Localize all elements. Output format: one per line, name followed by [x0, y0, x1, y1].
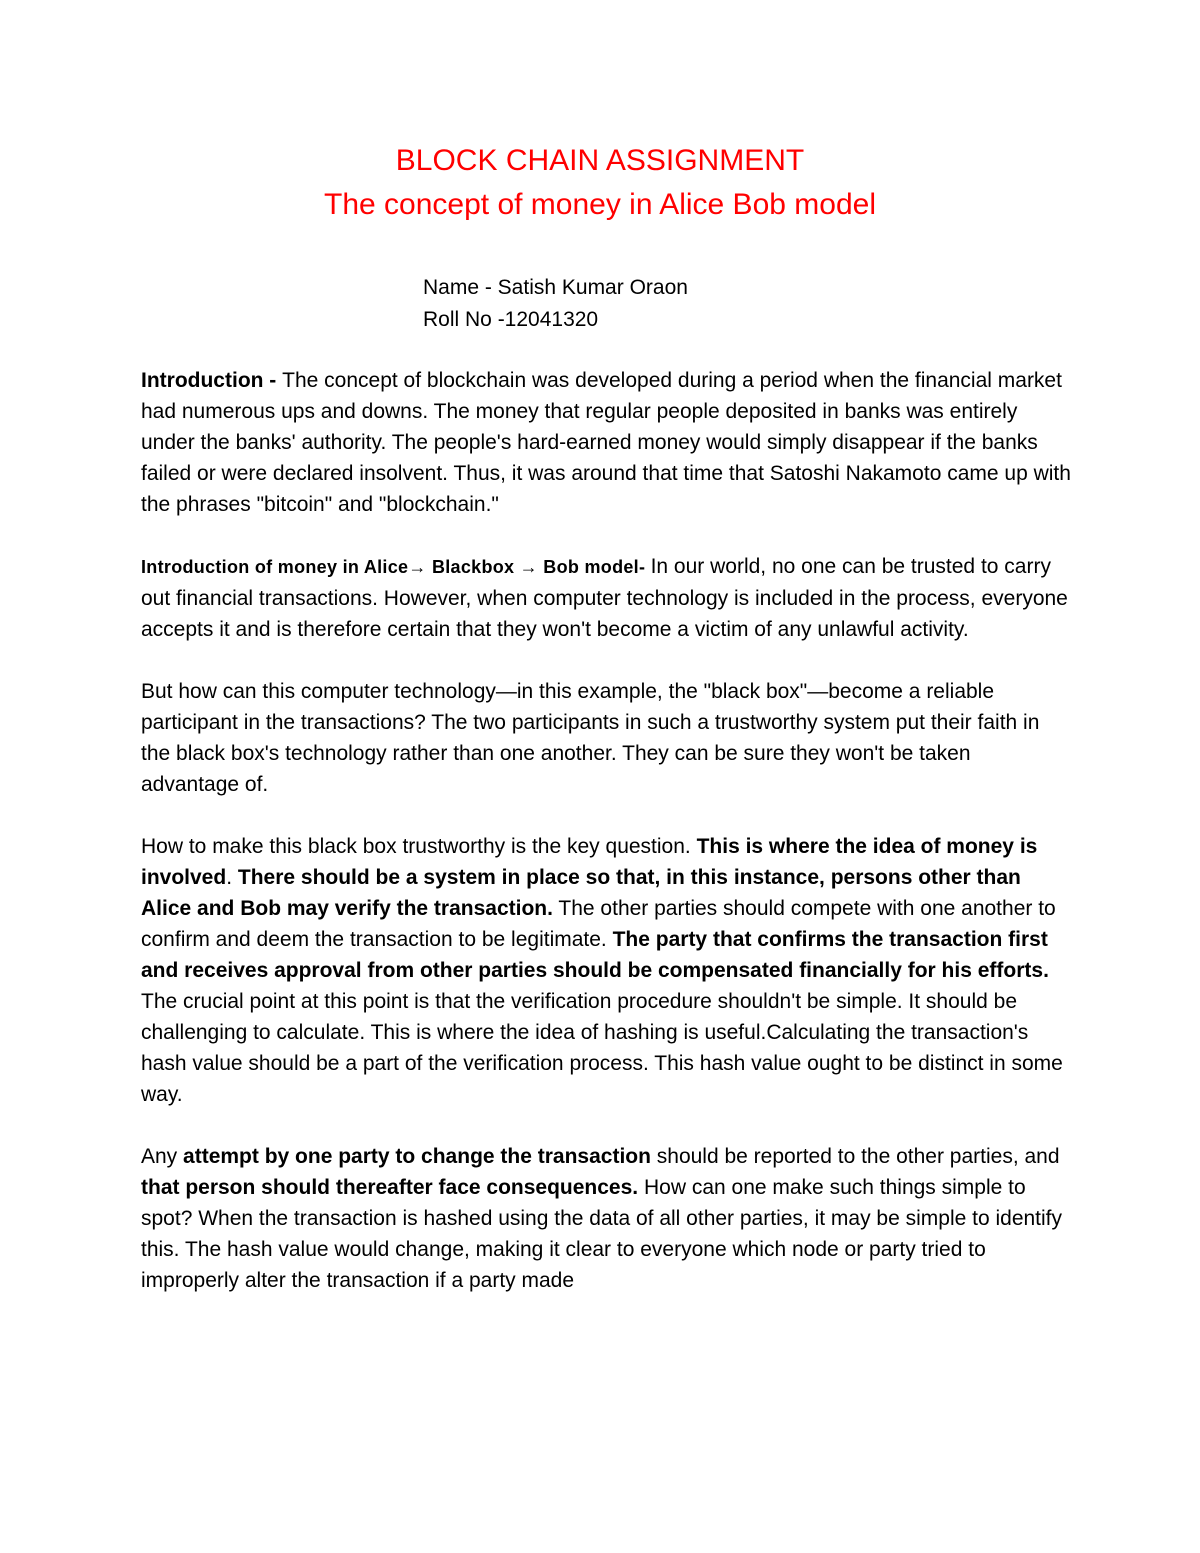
paragraph-money-model [141, 551, 1071, 645]
paragraph-emphasis: There should be a system in place so that, in this instance, persons other than Alice and Bob may verify the transaction. [141, 866, 1021, 920]
paragraph-emphasis: The party that confirms the transaction first and receives approval from other parties should be compensated financially for his efforts. [141, 928, 1049, 982]
paragraph-tampering [141, 1141, 1071, 1296]
paragraph-emphasis: that person should thereafter face consequences. [141, 1176, 639, 1199]
paragraph-emphasis: This is where the idea of money is involved [141, 835, 1038, 889]
paragraph-text: How to make this black box trustworthy is the key question. [141, 835, 697, 858]
document-title: BLOCK CHAIN ASSIGNMENT [395, 144, 805, 177]
paragraph-text: The other parties should compete with one another to confirm and deem the transaction to be legitimate. [141, 897, 1056, 951]
paragraph-lead: Introduction of money in Alice→ Blackbox → Bob model- [141, 557, 651, 577]
paragraph-text: The concept of blockchain was developed during a period when the financial market had numerous ups and downs. The money that regular people deposited in banks was entirely under the banks' authority. The people's hard-earned money would simply disappear if the banks failed or were declared insolvent. Thus, it was around that time that Satoshi Nakamoto came up with the phrases "bitcoin" and "blockchain." [141, 369, 1071, 516]
paragraph-text: . [226, 866, 238, 889]
document-subtitle: The concept of money in Alice Bob model [324, 188, 876, 221]
paragraph-trustworthy [141, 831, 1071, 1110]
paragraph-introduction [141, 365, 1071, 520]
paragraph-lead: Introduction - [141, 369, 283, 392]
paragraph-black-box [141, 676, 1071, 800]
paragraph-text: Any [141, 1145, 184, 1168]
document-body [141, 365, 1071, 1327]
paragraph-text: In our world, no one can be trusted to carry out financial transactions. However, when computer technology is included in the process, everyone accepts it and is therefore certain that they won't become a victim of any unlawful activity. [141, 555, 1068, 641]
paragraph-text: How can one make such things simple to spot? When the transaction is hashed using the data of all other parties, it may be simple to identify this. The hash value would change, making it clear to everyone which node or party tried to improperly alter the transaction if a party made [141, 1176, 1063, 1292]
paragraph-text: should be reported to the other parties, and [650, 1145, 1060, 1168]
paragraph-text: But how can this computer technology—in this example, the "black box"—become a reliable participant in the transactions? The two participants in such a trustworthy system put their faith in the black box's technology rather than one another. They can be sure they won't be taken advantage of. [141, 680, 1040, 796]
paragraph-text: The crucial point at this point is that the verification procedure shouldn't be simple. It should be challenging to calculate. This is where the idea of hashing is useful.Calculating the transaction's hash value should be a part of the verification process. This hash value ought to be distinct in some way. [141, 990, 1063, 1106]
author-name: Name - Satish Kumar Oraon [423, 276, 688, 299]
roll-number: Roll No -12041320 [423, 308, 599, 331]
paragraph-emphasis: attempt by one party to change the transaction [183, 1145, 651, 1168]
